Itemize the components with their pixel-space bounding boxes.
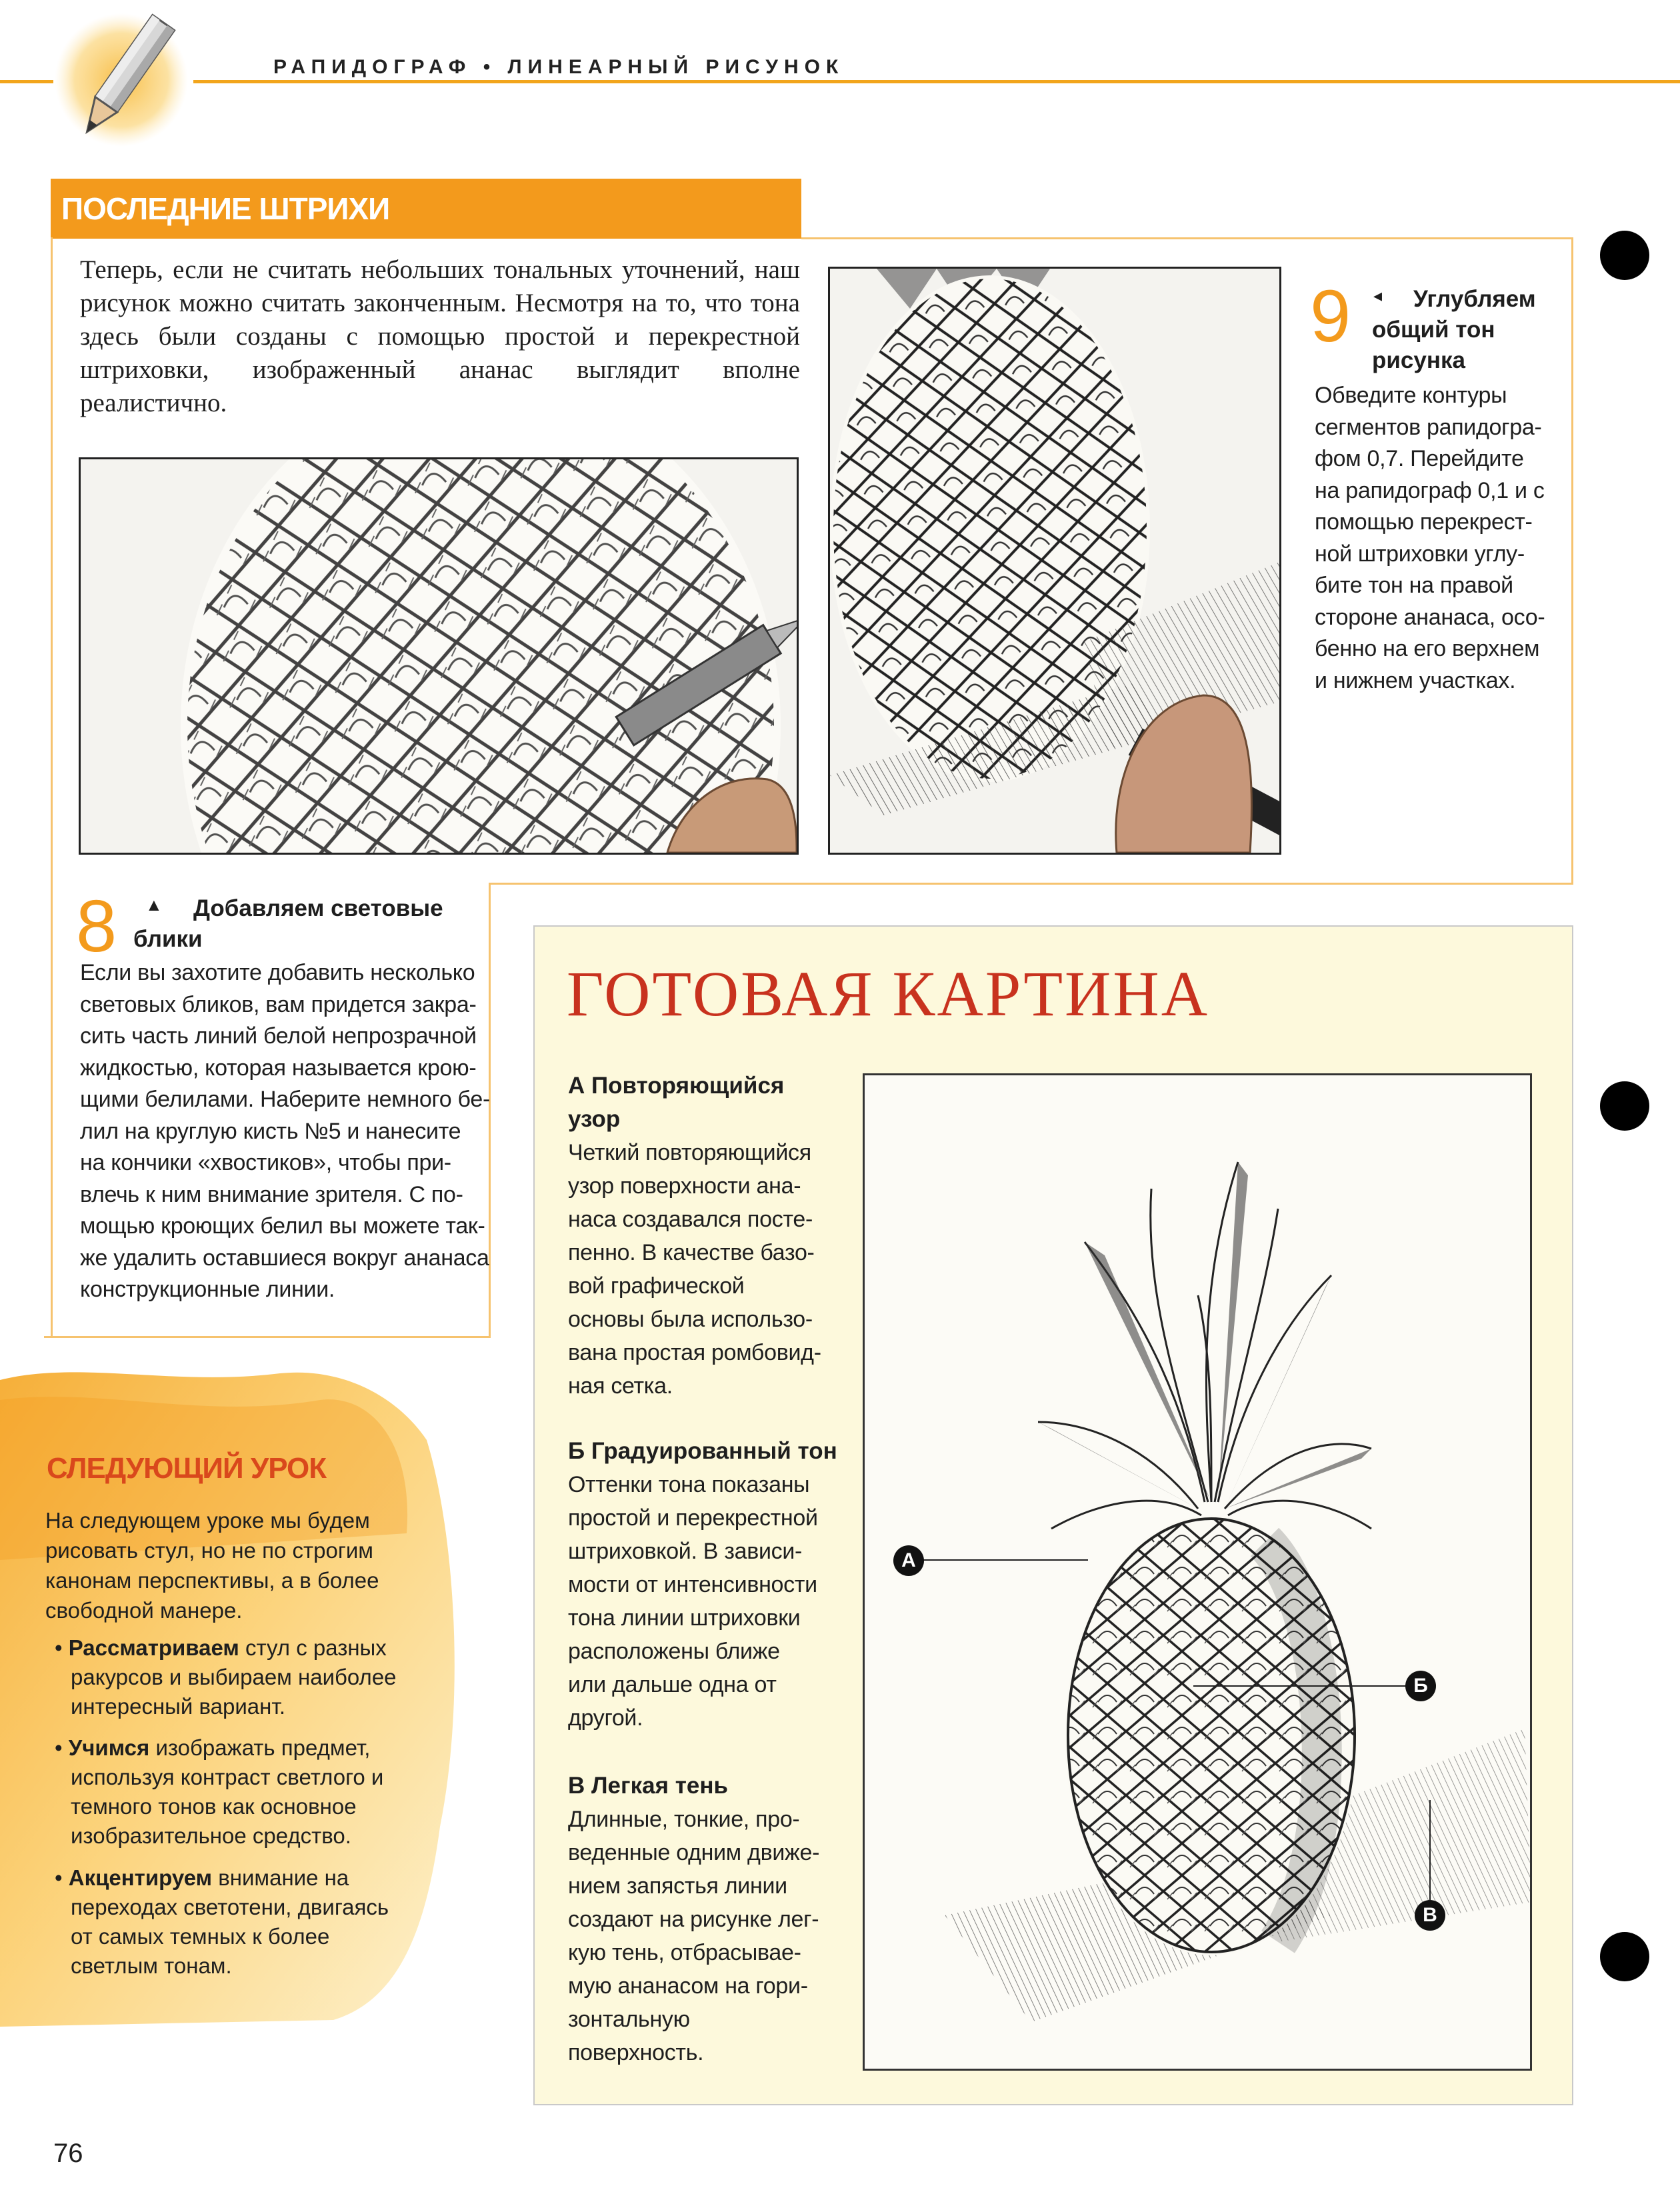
pineapple-closeup-drawing [81,459,797,853]
frame-top [801,237,1573,239]
frame-left [51,237,53,1337]
header-rule-right [193,80,1680,83]
running-title: РАПИДОГРАФ • ЛИНЕАРНЫЙ РИСУНОК [273,56,845,78]
step9-title-1: Углубляем [1413,286,1536,312]
page-number: 76 [53,2139,83,2168]
header-rule-left [0,80,53,83]
frame-right [1571,237,1573,884]
step8-number: 8 [76,885,117,967]
step8-arrow-icon: ▲ [145,895,163,915]
final-note-b: Б Градуированный тон Оттенки тона показаны простой и перекрестной штриховкой. В зависи- мости от интенсивности тона линии штриховки расположены ближе или дальше одна от другой. [568,1438,837,1731]
section-intro: Теперь, если не считать небольших тональных уточнений, наш рисунок можно считать законченным. Несмотря на то, что тона здесь были созданы с помощью простой и перекрестной штриховки, изображенный ананас выглядит вполне реалистично. [80,255,800,417]
frame-bottom [44,1336,491,1338]
step8-title-2: блики [133,926,203,952]
pineapple-with-pen-drawing [830,269,1279,853]
final-picture-title: ГОТОВАЯ КАРТИНА [567,958,1210,1029]
step8-title-1: Добавляем световые [193,895,443,921]
step9-title-2: общий тон [1372,317,1495,343]
binder-hole-1 [1600,231,1649,280]
frame-mid [490,883,1573,885]
marker-c: В [1415,1900,1445,1931]
photo-step9 [828,267,1281,855]
next-lesson-title: СЛЕДУЮЩИЙ УРОК [47,1452,327,1485]
step9-arrow-icon: ◂ [1373,285,1383,305]
next-bullet-3: • Акцентируем внимание на переходах светотени, двигаясь от самых темных к более светлым тонам. [55,1865,389,1978]
next-lesson-intro: На следующем уроке мы будем рисовать стул, но не по строгим канонам перспективы, а в более свободной манере. [45,1508,379,1623]
next-bullet-1: • Рассматриваем стул с разных ракурсов и выбираем наиболее интересный вариант. [55,1635,397,1719]
leader-line-c [1429,1800,1431,1900]
marker-a: А [893,1545,924,1576]
section-label: ПОСЛЕДНИЕ ШТРИХИ [51,179,801,239]
binder-hole-3 [1600,1932,1649,1981]
leader-line-b [1193,1685,1407,1687]
pencil-logo [47,7,200,160]
step9-text: Обведите контуры сегментов рапидогра- фом 0,7. Перейдите на рапидограф 0,1 и с помощью перекрест- ной штриховки углу- бите тон на правой стороне ананаса, осо- бенно на его верхнем и нижнем участках. [1315,383,1545,693]
step9-number: 9 [1310,275,1351,357]
leader-line-a [908,1559,1088,1561]
photo-step8 [79,457,799,855]
marker-b: Б [1405,1671,1436,1701]
final-note-a: А Повторяющийся узор Четкий повторяющийся узор поверхности ана- наса создавался посте- пенно. В качестве базо- вой графической основы была использо- вана простая ромбовид- ная сетка. [568,1073,821,1399]
step9-title-3: рисунка [1372,347,1465,373]
final-note-c: В Легкая тень Длинные, тонкие, про- веденные одним движе- нием запястья линии создают на рисунке лег- кую тень, отбрасывае- мую ананасом на гори- зонтальную поверхность. [568,1773,820,2065]
step8-text: Если вы захотите добавить несколько световых бликов, вам придется закра- сить часть линий белой непрозрачной жидкостью, которая называется крою- щими белилами. Наберите немного бе- лил на круглую кисть №5 и нанесите на кончики «хвостиков», чтобы при- влечь к ним внимание зрителя. С по- мощью кроющих белил вы можете так- же удалить оставшиеся вокруг ананаса конструкционные линии. [80,960,490,1302]
next-bullet-2: • Учимся изображать предмет, используя контраст светлого и темного тонов как основное изобразительное средство. [55,1735,384,1848]
binder-hole-2 [1600,1081,1649,1131]
